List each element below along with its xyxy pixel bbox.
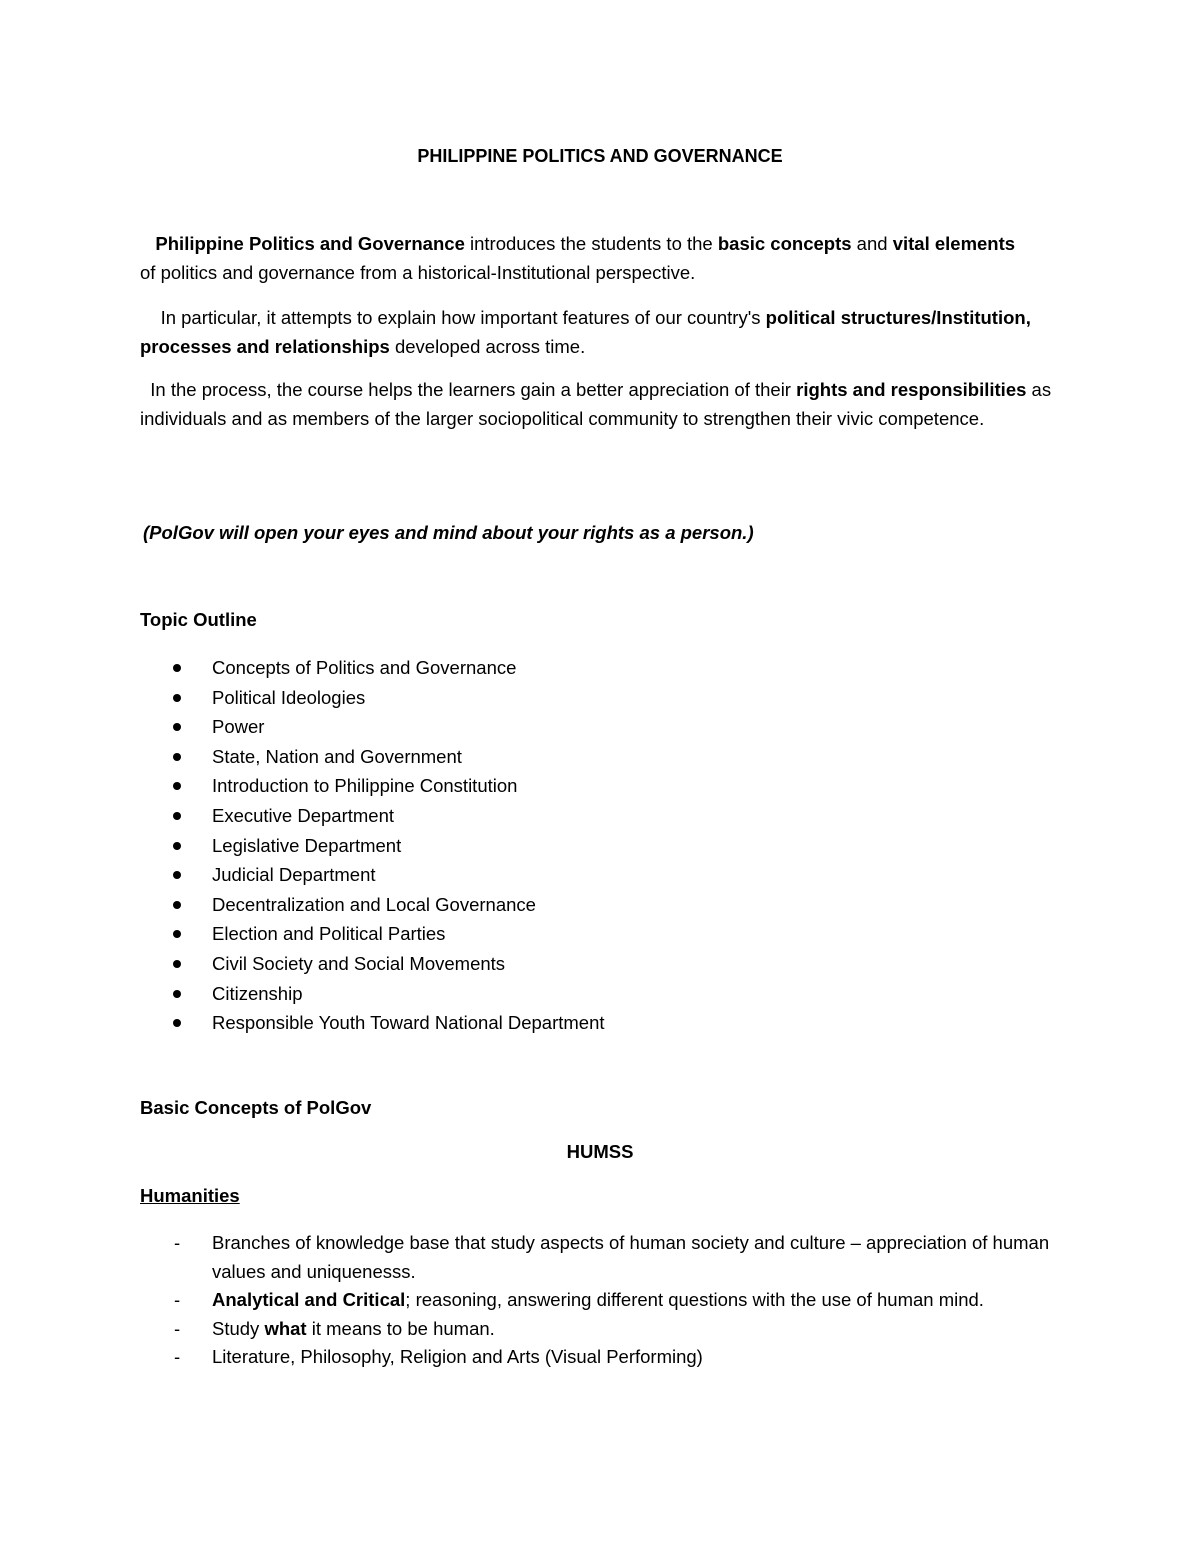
list-item-text: Literature, Philosophy, Religion and Arts (Visual Performing) [212, 1346, 703, 1367]
list-item-text: Political Ideologies [212, 686, 366, 708]
list-item [140, 801, 605, 831]
intro-basic-concepts: basic concepts [717, 233, 852, 254]
list-item [140, 1343, 1070, 1372]
intro-text: In the process, the course helps the learners gain a better appreciation of their [150, 379, 797, 400]
list-item [140, 1315, 1070, 1344]
intro-text: introduces the students to the [464, 233, 718, 254]
list-item-text: Concepts of Politics and Governance [212, 657, 517, 678]
list-item-text: Civil Society and Social Movements [212, 952, 506, 974]
intro-vital-elements: vital elements [892, 233, 1016, 254]
bullet-icon [173, 871, 181, 879]
topic-outline-heading: Topic Outline [140, 609, 257, 630]
list-item [140, 712, 605, 742]
list-item-bold: what [264, 1317, 307, 1339]
bullet-icon [173, 723, 181, 731]
list-item-text: Introduction to Philippine Constitution [212, 775, 518, 797]
intro-text: developed across time. [389, 336, 586, 357]
dash-marker: - [174, 1232, 181, 1253]
list-item-text: Election and Political Parties [212, 923, 446, 945]
list-item-text: Legislative Department [212, 834, 402, 856]
bullet-icon [173, 664, 181, 672]
bullet-icon [173, 842, 181, 850]
bullet-icon [173, 812, 181, 820]
list-item-text: Responsible Youth Toward National Department [212, 1012, 605, 1034]
list-item [140, 653, 605, 683]
bullet-icon [173, 1019, 181, 1027]
list-item-bold: Analytical and Critical [212, 1289, 406, 1310]
intro-rights: rights and responsibilities [796, 379, 1027, 400]
list-item-text: Citizenship [212, 982, 303, 1004]
list-item [140, 949, 605, 979]
list-item [140, 1286, 1070, 1315]
list-item [140, 1008, 605, 1038]
bullet-icon [173, 694, 181, 702]
list-item [140, 919, 605, 949]
list-item [140, 1229, 1070, 1286]
intro-text: of politics and governance from a historical-Institutional perspective. [140, 262, 696, 283]
list-item-text: State, Nation and Government [212, 745, 462, 767]
bullet-icon [173, 990, 181, 998]
list-item [140, 742, 605, 772]
dash-marker: - [174, 1289, 181, 1310]
humss-heading: HUMSS [566, 1141, 634, 1162]
intro-text: as individuals and as members of the larger sociopolitical community to strengthen their vivic competence. [140, 379, 1052, 429]
list-item-text: Executive Department [212, 804, 395, 826]
list-item-text: Study [212, 1317, 265, 1339]
list-item [140, 890, 605, 920]
basic-concepts-heading: Basic Concepts of PolGov [140, 1097, 372, 1118]
intro-paragraph-2 [140, 303, 1070, 361]
topic-outline-list [140, 653, 605, 1038]
list-item-text: Branches of knowledge base that study aspects of human society and culture – appreciation of human values and uniquenesss. [212, 1232, 1050, 1282]
humanities-heading: Humanities [140, 1185, 240, 1206]
slogan: (PolGov will open your eyes and mind about your rights as a person.) [143, 522, 754, 543]
dash-marker: - [174, 1317, 181, 1339]
list-item [140, 771, 605, 801]
intro-paragraph-1 [140, 229, 1070, 287]
intro-paragraph-3 [140, 375, 1070, 433]
list-item-text: Power [212, 716, 265, 738]
list-item [140, 683, 605, 713]
bullet-icon [173, 782, 181, 790]
list-item-text: ; reasoning, answering different questions with the use of human mind. [405, 1289, 984, 1310]
humanities-list [140, 1229, 1070, 1372]
bullet-icon [173, 960, 181, 968]
dash-marker: - [174, 1346, 181, 1367]
list-item [140, 860, 605, 890]
list-item-text: it means to be human. [306, 1317, 495, 1339]
bullet-icon [173, 901, 181, 909]
list-item [140, 979, 605, 1009]
list-item-text: Judicial Department [212, 864, 376, 886]
bullet-icon [173, 753, 181, 761]
list-item [140, 831, 605, 861]
document-title: PHILIPPINE POLITICS AND GOVERNANCE [417, 146, 783, 166]
list-item-text: Decentralization and Local Governance [212, 893, 536, 915]
intro-text: and [851, 233, 893, 254]
intro-text: In particular, it attempts to explain how important features of our country's [160, 307, 766, 328]
bullet-icon [173, 930, 181, 938]
intro-political-structures: political structures/Institution, processes and relationships [140, 307, 1031, 357]
intro-course-name: Philippine Politics and Governance [155, 233, 465, 254]
